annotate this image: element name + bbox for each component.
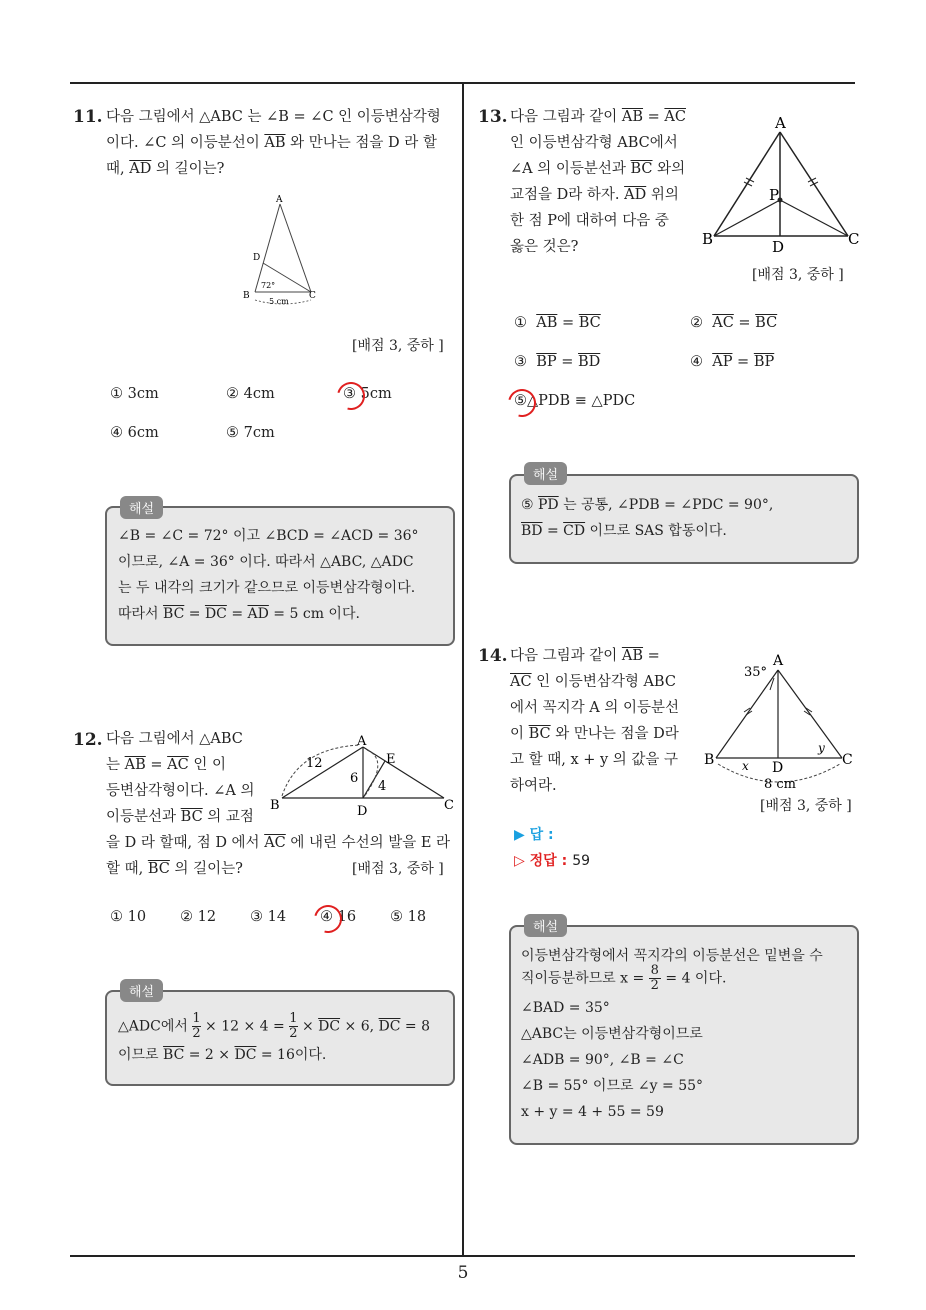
solution-line: ∠ADB = 90°, ∠B = ∠C: [521, 1052, 684, 1068]
solution-line: ∠B = ∠C = 72° 이고 ∠BCD = ∠ACD = 36°: [118, 528, 419, 544]
solution-line: △ADC에서 $\frac{1}{2}$ × 12 × 4 = $\frac{1}{2}$ × $\overline{DC} \times 6$, $\overline{DC} = 8$: [118, 1011, 431, 1041]
vertex-label: A: [773, 653, 784, 669]
option-4[interactable]: ④ $\overline{AP} = \overline{BP}$: [690, 354, 775, 370]
solution-line: 이등변삼각형에서 꼭지각의 이등분선은 밑변을 수: [521, 948, 823, 964]
vertex-label: C: [444, 798, 454, 813]
option-2[interactable]: ② $\overline{AC} = \overline{BC}$: [690, 315, 778, 331]
question-line: 고 할 때, x + y 의 값을 구: [510, 752, 679, 768]
solution-tag: 해설: [120, 496, 163, 519]
score-label: [배점 3, 중하 ]: [752, 267, 844, 283]
answer-mark-circle: [332, 377, 370, 415]
question-number: 12.: [73, 730, 103, 750]
solution-line: ⑤ $\overline{PD}$ 는 공통, ∠PDB = ∠PDC = 90°,: [521, 497, 774, 513]
solution-line: 따라서 $\overline{BC} = \overline{DC} = \overline{AD} = 5$ cm 이다.: [118, 606, 360, 622]
question-line: 때, $\overline{AD}$ 의 길이는?: [106, 161, 225, 177]
option-5[interactable]: ⑤ 18: [390, 909, 427, 925]
solution-line: 직이등분하므로 x = $\frac{8}{2}$ = 4 이다.: [521, 963, 727, 993]
vertex-label: A: [276, 195, 283, 205]
question-line: 인 이등변삼각형 ABC에서: [510, 135, 678, 151]
option-3[interactable]: ③ 14: [250, 909, 287, 925]
vertex-label: C: [848, 230, 860, 248]
solution-line: ∠B = 55° 이므로 ∠y = 55°: [521, 1078, 704, 1094]
vertex-label: B: [702, 230, 714, 248]
question-line: 을 D 라 할때, 점 D 에서 $\overline{AC}$ 에 내린 수선의 발을 E 라: [106, 835, 451, 851]
vertex-label: E: [386, 752, 396, 767]
question-line: $\overline{AC}$ 인 이등변삼각형 ABC: [510, 674, 676, 690]
length-label: 4: [378, 779, 387, 794]
option-5[interactable]: ⑤△PDB ≡ △PDC: [514, 393, 636, 409]
solution-tag: 해설: [524, 914, 567, 937]
solution-line: $\overline{BD} = \overline{CD}$ 이므로 SAS 합동이다.: [521, 523, 727, 539]
question-line: 다음 그림과 같이 $\overline{AB} = \overline{AC}$: [510, 109, 686, 125]
question-line: 이 $\overline{BC}$ 와 만나는 점을 D라: [510, 726, 679, 742]
solution-line: 이므로 $\overline{BC} = 2 \times \overline{DC} = 16$이다.: [118, 1047, 327, 1063]
vertex-label: B: [270, 798, 280, 813]
question-line: 등변삼각형이다. ∠A 의: [106, 783, 255, 799]
score-label: [배점 3, 중하 ]: [760, 798, 852, 814]
vertex-label: A: [775, 114, 786, 132]
option-4[interactable]: ④ 16: [320, 909, 357, 925]
option-1[interactable]: ① 3cm: [110, 386, 159, 402]
question-line: 다음 그림에서 △ABC: [106, 731, 243, 747]
option-2[interactable]: ② 12: [180, 909, 217, 925]
solution-line: 이므로, ∠A = 36° 이다. 따라서 △ABC, △ADC: [118, 554, 414, 570]
question-line: 하여라.: [510, 778, 557, 794]
answer-label: ▶ 답 :: [514, 827, 554, 843]
correct-answer: ▷ 정답 : 59: [514, 853, 591, 869]
option-5[interactable]: ⑤ 7cm: [226, 425, 275, 441]
solution-line: 는 두 내각의 크기가 같으므로 이등변삼각형이다.: [118, 580, 416, 596]
question-line: 다음 그림과 같이 $\overline{AB}$ =: [510, 648, 660, 664]
column-divider: [462, 83, 464, 1256]
page-number: 5: [457, 1263, 469, 1283]
vertex-label: D: [253, 253, 261, 263]
triangle-figure-13: [700, 112, 865, 257]
vertex-label: D: [772, 238, 785, 256]
option-1[interactable]: ① $\overline{AB} = \overline{BC}$: [514, 315, 601, 331]
question-line: 는 $\overline{AB} = \overline{AC}$ 인 이: [106, 757, 226, 773]
option-3[interactable]: ③ 5cm: [343, 386, 392, 402]
option-3[interactable]: ③ $\overline{BP} = \overline{BD}$: [514, 354, 601, 370]
length-label: 12: [306, 756, 323, 771]
question-line: 이다. ∠C 의 이등분선이 $\overline{AB}$ 와 만나는 점을 D 라 할: [106, 135, 437, 151]
question-line: 이등분선과 $\overline{BC}$ 의 교점: [106, 809, 254, 825]
length-label: 8 cm: [764, 777, 797, 792]
variable-label: x: [742, 759, 749, 773]
solution-line: x + y = 4 + 55 = 59: [521, 1104, 664, 1120]
vertex-label: B: [704, 752, 715, 768]
solution-tag: 해설: [120, 979, 163, 1002]
option-2[interactable]: ② 4cm: [226, 386, 275, 402]
answer-mark-circle: [503, 384, 541, 422]
question-number: 14.: [478, 646, 508, 666]
angle-label: 72°: [261, 281, 276, 290]
score-label: [배점 3, 중하 ]: [352, 338, 444, 354]
question-line: 교점을 D라 하자. $\overline{AD}$ 위의: [510, 187, 679, 203]
solution-line: △ABC는 이등변삼각형이므로: [521, 1026, 703, 1042]
vertex-label: D: [772, 760, 784, 776]
question-line: 할 때, $\overline{BC}$ 의 길이는?: [106, 861, 243, 877]
answer-mark-circle: [309, 900, 347, 938]
vertex-label: C: [309, 291, 316, 301]
option-4[interactable]: ④ 6cm: [110, 425, 159, 441]
vertex-label: B: [243, 291, 250, 301]
bottom-rule: [70, 1255, 855, 1257]
question-number: 11.: [73, 107, 103, 127]
length-label: 6: [350, 771, 359, 786]
variable-label: y: [818, 741, 825, 755]
triangle-figure-12: [268, 730, 463, 820]
vertex-label: C: [842, 752, 853, 768]
score-label: [배점 3, 중하 ]: [352, 861, 444, 877]
question-line: 다음 그림에서 △ABC 는 ∠B = ∠C 인 이등변삼각형: [106, 109, 441, 125]
question-number: 13.: [478, 107, 508, 127]
question-line: 한 점 P에 대하여 다음 중: [510, 213, 669, 229]
question-line: 옳은 것은?: [510, 239, 579, 255]
solution-tag: 해설: [524, 462, 567, 485]
vertex-label: D: [357, 804, 368, 819]
question-line: ∠A 의 이등분선과 $\overline{BC}$ 와의: [510, 161, 686, 177]
length-label: 5 cm: [269, 297, 289, 306]
vertex-label: P: [769, 186, 780, 204]
vertex-label: A: [357, 734, 367, 749]
solution-line: ∠BAD = 35°: [521, 1000, 610, 1016]
angle-label: 35°: [744, 665, 768, 680]
triangle-figure-11: [225, 190, 335, 310]
triangle-figure-14: [700, 650, 865, 795]
option-1[interactable]: ① 10: [110, 909, 147, 925]
question-line: 에서 꼭지각 A 의 이등분선: [510, 700, 679, 716]
